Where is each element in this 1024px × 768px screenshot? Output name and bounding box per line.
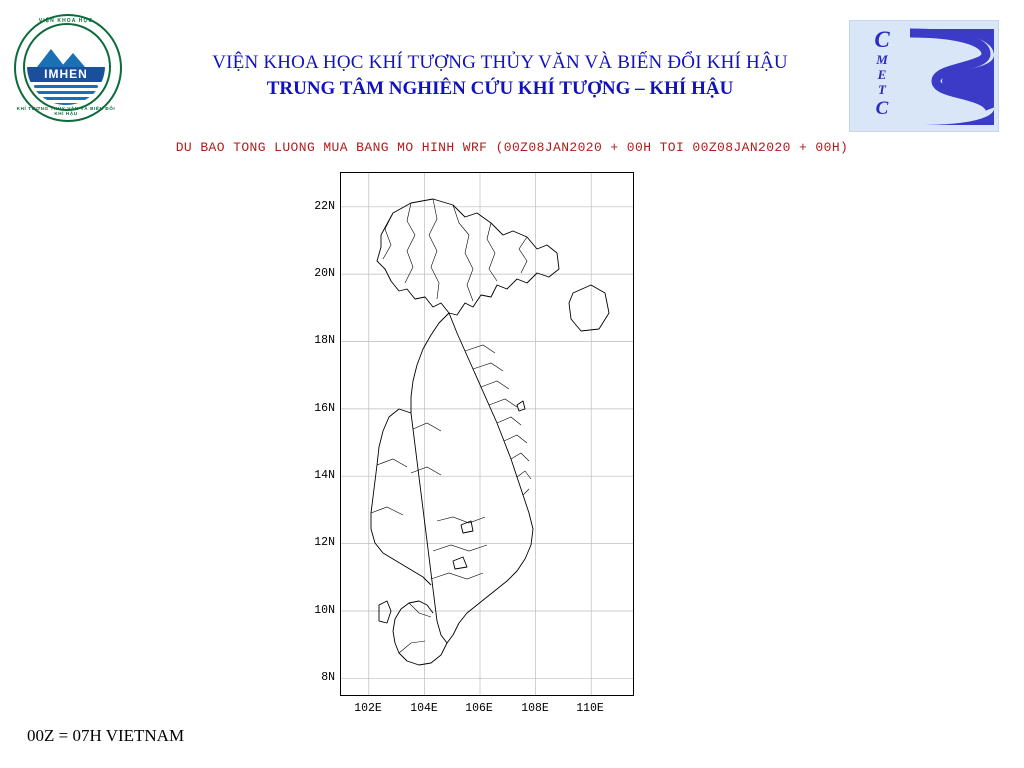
cmetc-letter-e: E — [877, 67, 887, 83]
map-gridlines — [341, 173, 633, 695]
x-tick-106E: 106E — [465, 702, 493, 715]
cmetc-letter-c2: C — [875, 98, 889, 120]
province-boundaries — [371, 199, 531, 653]
cmetc-letter-m: M — [876, 52, 888, 68]
mountain-icon-2 — [61, 53, 85, 67]
plot-title: DU BAO TONG LUONG MUA BANG MO HINH WRF (00Z08JAN2020 + 00H TOI 00Z08JAN2020 + 00H) — [175, 140, 849, 155]
x-tick-104E: 104E — [410, 702, 438, 715]
y-tick-16N: 14N — [314, 469, 335, 482]
map-figure — [314, 172, 634, 715]
cmetc-letter-c1: C — [874, 27, 890, 52]
y-tick-14N: 16N — [314, 402, 335, 415]
map-plot-area — [340, 172, 634, 696]
country-outlines — [371, 199, 609, 665]
y-tick-8N: 22N — [314, 200, 335, 213]
footer-note: 00Z = 07H VIETNAM — [27, 726, 185, 745]
institute-name: VIỆN KHOA HỌC KHÍ TƯỢNG THỦY VĂN VÀ BIẾN ĐỔI KHÍ HẬU — [212, 52, 788, 73]
title-block — [150, 52, 850, 100]
y-tick-12N: 18N — [314, 334, 335, 347]
y-tick-10N: 20N — [314, 267, 335, 280]
cmetc-swirl-icon — [902, 21, 998, 131]
map-canvas — [341, 173, 633, 695]
x-tick-108E: 108E — [521, 702, 549, 715]
logo-arc-top-text: VIỆN KHOA HỌC — [38, 18, 94, 24]
y-tick-22N: 8N — [321, 671, 335, 684]
logo-emblem — [27, 27, 105, 105]
logo-arc-bottom-text: KHÍ TƯỢNG THỦY VĂN VÀ BIẾN ĐỔI KHÍ HẬU — [16, 106, 116, 116]
page-header — [0, 0, 1024, 130]
cmetc-logo — [849, 20, 999, 132]
cmetc-letter-t: T — [878, 82, 886, 98]
waves-icon — [27, 82, 105, 105]
y-tick-18N: 12N — [314, 536, 335, 549]
logo-acronym: IMHEN — [27, 67, 105, 82]
x-tick-110E: 110E — [576, 702, 604, 715]
imhen-logo — [14, 14, 122, 122]
center-name: TRUNG TÂM NGHIÊN CỨU KHÍ TƯỢNG – KHÍ HẬU — [266, 78, 734, 99]
x-tick-102E: 102E — [354, 702, 382, 715]
y-tick-20N: 10N — [314, 604, 335, 617]
cmetc-letters — [860, 27, 904, 120]
